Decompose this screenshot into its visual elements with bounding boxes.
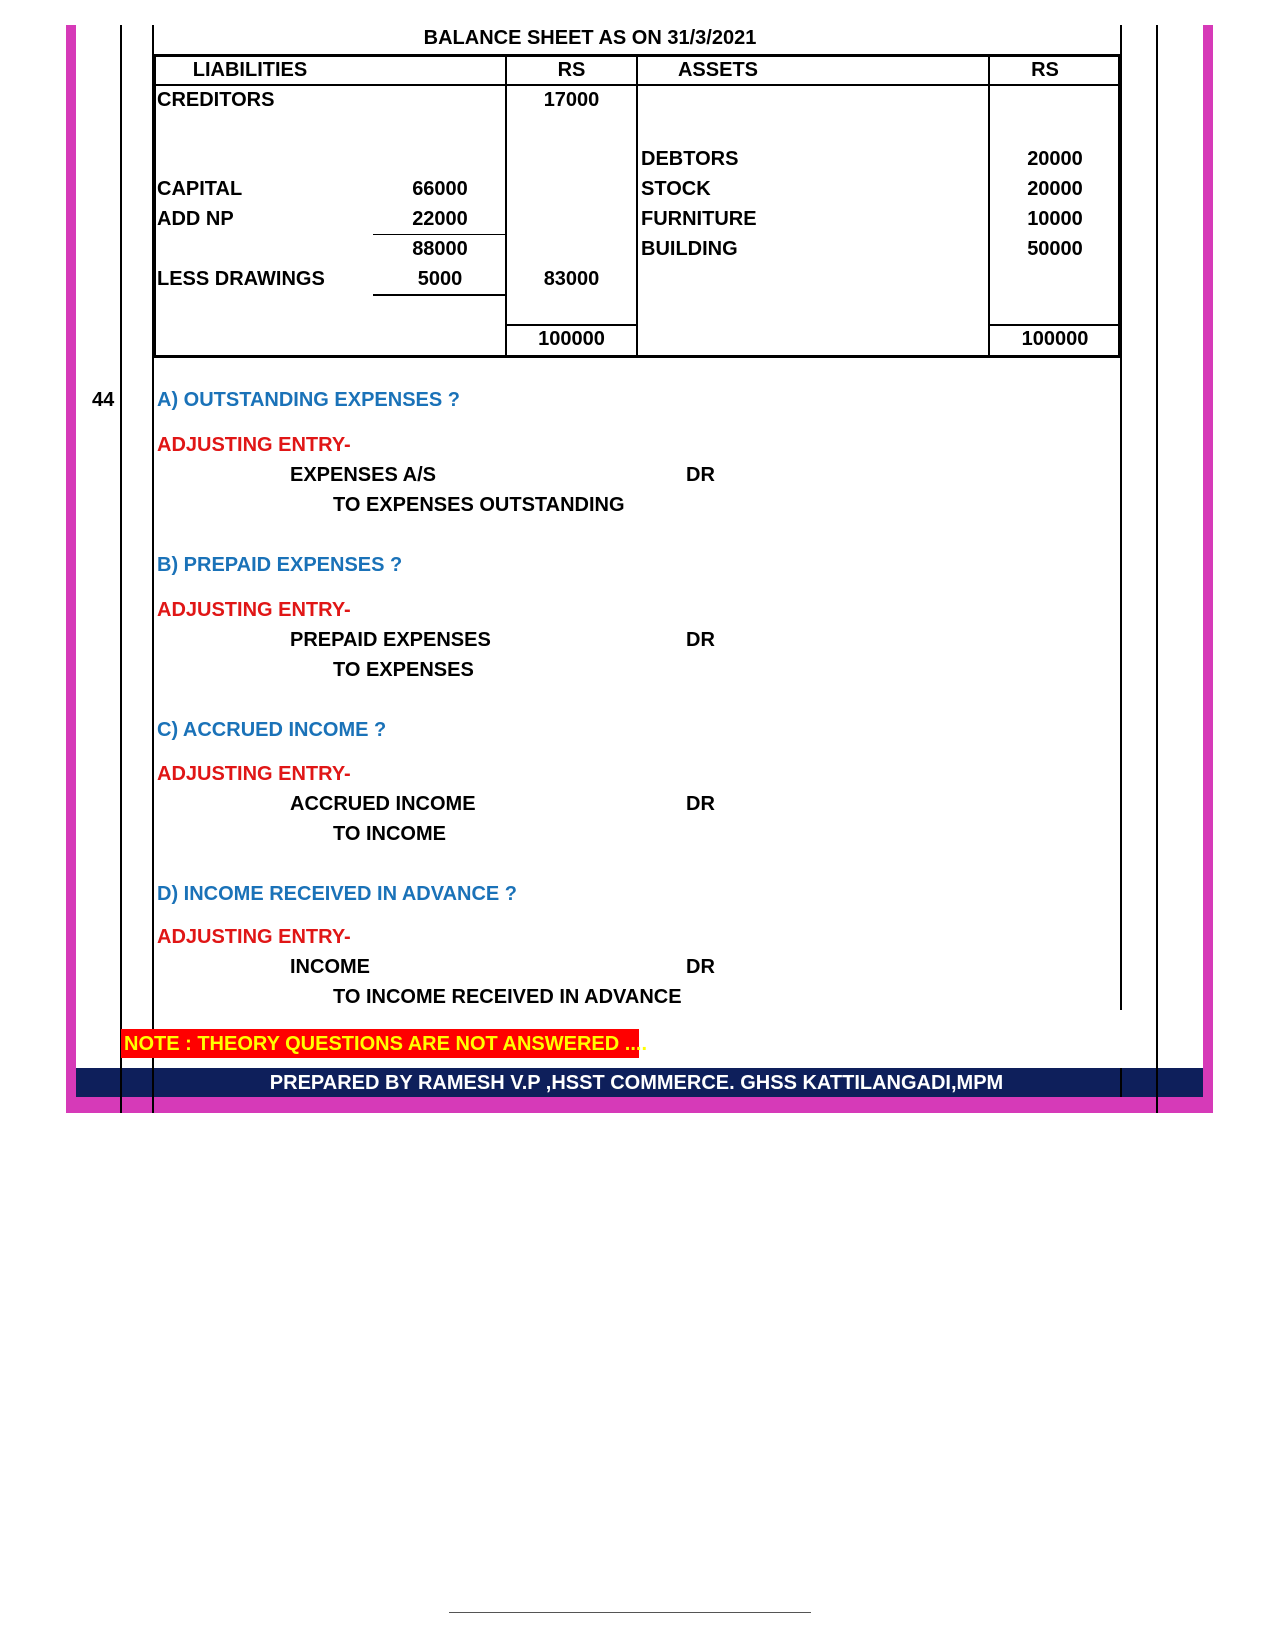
part-b-title: B) PREPAID EXPENSES ? — [157, 554, 403, 576]
footer-divider-right2 — [1156, 1068, 1158, 1097]
frame-line-1 — [120, 25, 122, 1113]
part-c-credit: TO INCOME — [333, 823, 446, 845]
subtotal-rule — [373, 234, 505, 235]
note-text: NOTE : THEORY QUESTIONS ARE NOT ANSWERED .... — [124, 1033, 647, 1055]
left-magenta-border — [66, 25, 76, 1113]
capital-value: 66000 — [412, 178, 468, 200]
asset-value-building: 50000 — [1027, 238, 1083, 260]
liabilities-total-rule — [505, 324, 637, 326]
less-drawings-label: LESS DRAWINGS — [157, 268, 325, 290]
header-rs-left: RS — [557, 59, 586, 81]
header-liabilities: LIABILITIES — [192, 59, 308, 81]
part-c-dr: DR — [686, 793, 715, 815]
assets-total-rule — [988, 324, 1121, 326]
add-np-label: ADD NP — [157, 208, 234, 230]
header-assets: ASSETS — [677, 59, 759, 81]
page-bottom-rule — [449, 1612, 811, 1613]
asset-value-debtors: 20000 — [1027, 148, 1083, 170]
capital-label: CAPITAL — [157, 178, 243, 200]
balance-sheet-title: BALANCE SHEET AS ON 31/3/2021 — [423, 27, 757, 49]
part-d-dr: DR — [686, 956, 715, 978]
bottom-magenta-border — [66, 1097, 1213, 1113]
part-c-title: C) ACCRUED INCOME ? — [157, 719, 387, 741]
part-c-debit: ACCRUED INCOME — [290, 793, 476, 815]
footer-divider-left — [120, 1068, 122, 1097]
add-np-value: 22000 — [412, 208, 468, 230]
part-b-entry-label: ADJUSTING ENTRY- — [157, 599, 351, 621]
header-rs-right: RS — [1031, 59, 1059, 81]
asset-label-furniture: FURNITURE — [641, 208, 757, 230]
frame-line-4 — [1156, 25, 1158, 1113]
assets-total: 100000 — [1021, 328, 1089, 350]
question-number: 44 — [92, 389, 115, 411]
part-c-entry-label: ADJUSTING ENTRY- — [157, 763, 351, 785]
part-b-debit: PREPAID EXPENSES — [290, 629, 491, 651]
part-a-debit: EXPENSES A/S — [290, 464, 436, 486]
part-a-entry-label: ADJUSTING ENTRY- — [157, 434, 351, 456]
less-drawings-value: 5000 — [417, 268, 463, 290]
part-a-title: A) OUTSTANDING EXPENSES ? — [157, 389, 460, 411]
asset-value-furniture: 10000 — [1027, 208, 1083, 230]
table-col-divider-2 — [636, 54, 638, 358]
asset-label-debtors: DEBTORS — [641, 148, 739, 170]
right-magenta-border — [1203, 25, 1213, 1113]
asset-label-stock: STOCK — [641, 178, 711, 200]
net-capital-value: 83000 — [543, 268, 600, 290]
part-d-title: D) INCOME RECEIVED IN ADVANCE ? — [157, 883, 518, 905]
table-col-divider-3 — [988, 54, 990, 358]
subtotal-value: 88000 — [412, 238, 468, 260]
creditors-value: 17000 — [543, 89, 600, 111]
part-b-dr: DR — [686, 629, 715, 651]
footer-divider-right — [1120, 1068, 1122, 1097]
liabilities-total: 100000 — [538, 328, 605, 350]
part-a-dr: DR — [686, 464, 715, 486]
part-b-credit: TO EXPENSES — [333, 659, 474, 681]
drawings-rule — [373, 294, 505, 296]
part-d-entry-label: ADJUSTING ENTRY- — [157, 926, 351, 948]
part-d-credit: TO INCOME RECEIVED IN ADVANCE — [333, 986, 682, 1008]
part-d-debit: INCOME — [290, 956, 370, 978]
asset-label-building: BUILDING — [641, 238, 738, 260]
footer-text: PREPARED BY RAMESH V.P ,HSST COMMERCE. GHSS KATTILANGADI,MPM — [269, 1072, 1004, 1094]
creditors-label: CREDITORS — [157, 89, 275, 111]
part-a-credit: TO EXPENSES OUTSTANDING — [333, 494, 625, 516]
asset-value-stock: 20000 — [1027, 178, 1083, 200]
